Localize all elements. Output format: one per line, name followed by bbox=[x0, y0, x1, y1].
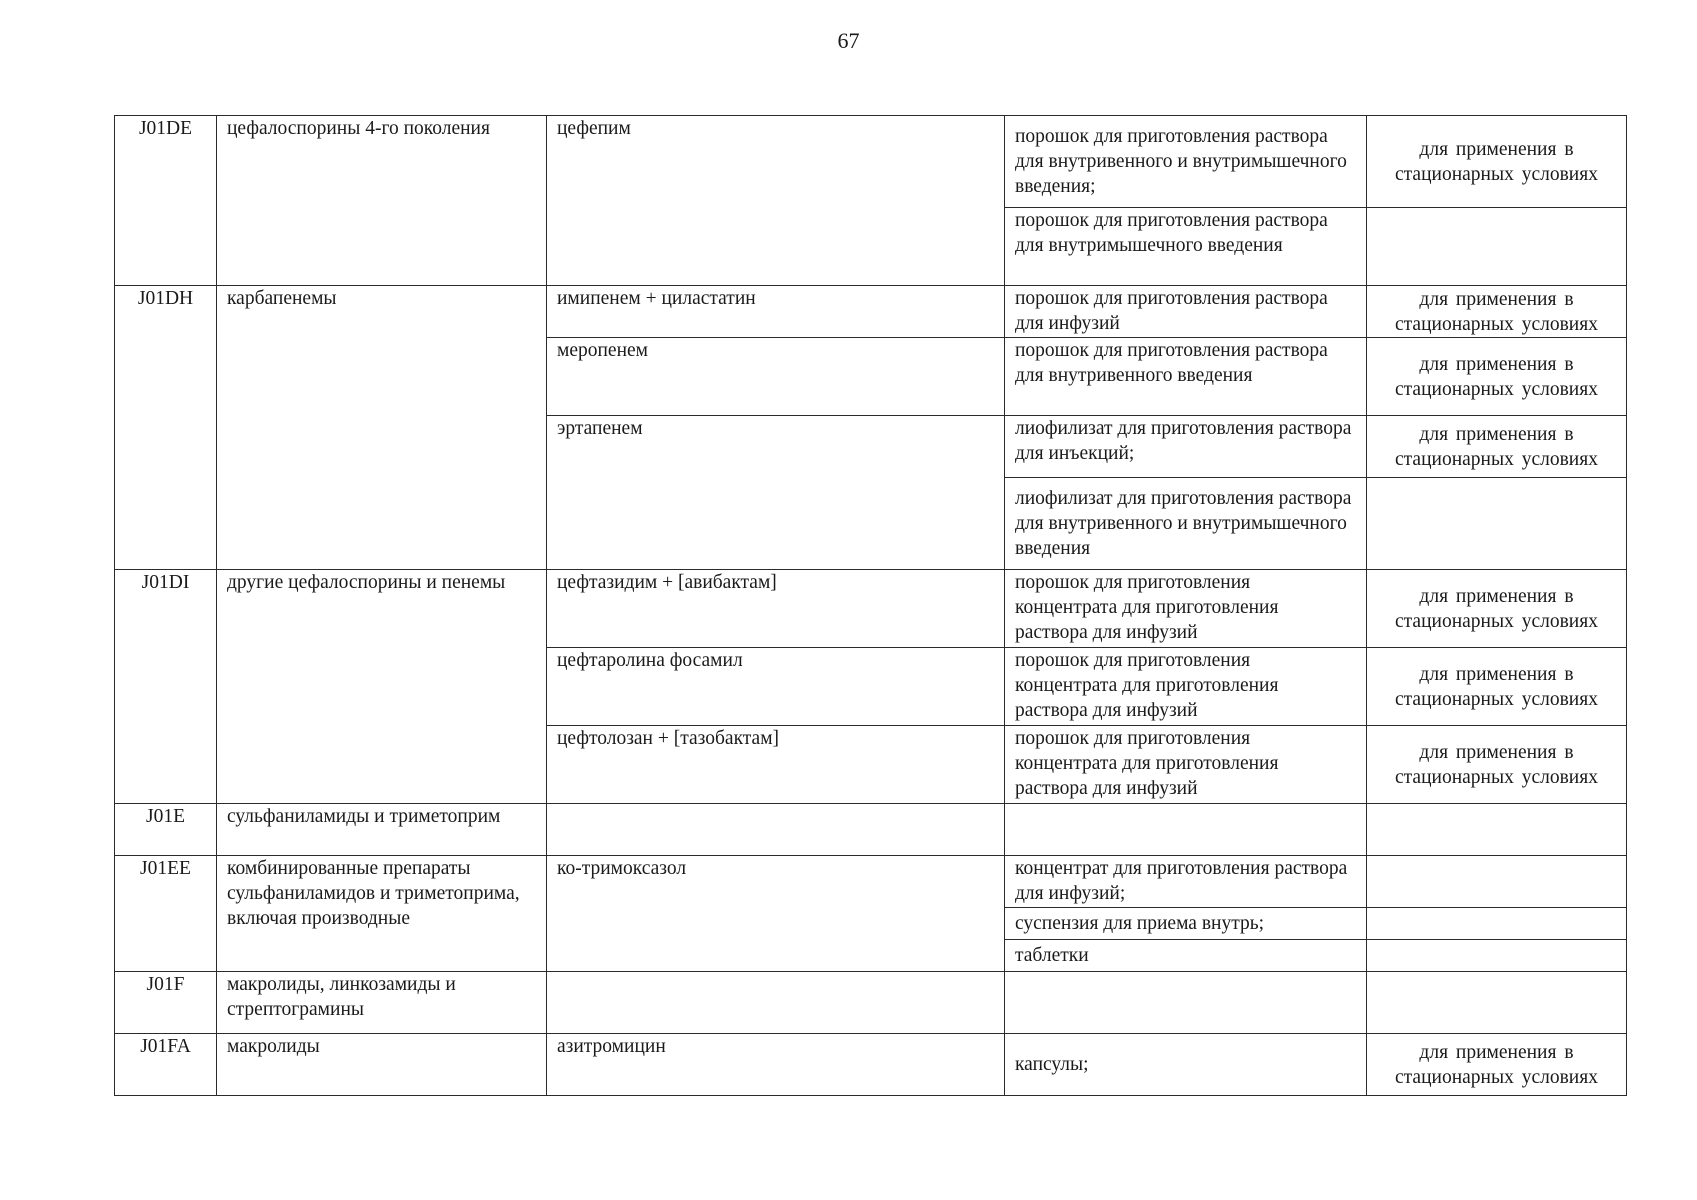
drug-name: эртапенем bbox=[547, 416, 1005, 570]
drug-name bbox=[547, 804, 1005, 856]
usage-condition bbox=[1367, 804, 1627, 856]
dosage-form: суспензия для приема внутрь; bbox=[1005, 908, 1367, 940]
dosage-form bbox=[1005, 804, 1367, 856]
page-number: 67 bbox=[837, 28, 860, 53]
dosage-form: порошок для приготовления раствора для инфузий bbox=[1005, 286, 1367, 338]
dosage-form: лиофилизат для приготовления раствора для инъекций; bbox=[1005, 416, 1367, 478]
dosage-form: порошок для приготовления раствора для внутримышечного введения bbox=[1005, 208, 1367, 286]
atc-group: цефалоспорины 4-го поколения bbox=[217, 116, 547, 286]
usage-condition: для применения в стационарных условиях bbox=[1367, 648, 1627, 726]
table-row bbox=[115, 804, 1627, 856]
atc-group: комбинированные препараты сульфаниламидов и триметоприма, включая производные bbox=[217, 856, 547, 972]
usage-condition: для применения в стационарных условиях bbox=[1367, 570, 1627, 648]
dosage-form: концентрат для приготовления раствора для инфузий; bbox=[1005, 856, 1367, 908]
usage-condition: для применения в стационарных условиях bbox=[1367, 416, 1627, 478]
drug-name bbox=[547, 972, 1005, 1034]
table-row bbox=[115, 286, 1627, 338]
table-row bbox=[115, 570, 1627, 648]
usage-condition bbox=[1367, 208, 1627, 286]
usage-condition bbox=[1367, 856, 1627, 908]
dosage-form bbox=[1005, 972, 1367, 1034]
usage-condition bbox=[1367, 908, 1627, 940]
drug-name: цефтазидим + [авибактам] bbox=[547, 570, 1005, 648]
dosage-form: лиофилизат для приготовления раствора для внутривенного и внутримышечного введения bbox=[1005, 478, 1367, 570]
atc-group: сульфаниламиды и триметоприм bbox=[217, 804, 547, 856]
dosage-form: порошок для приготовления раствора для внутривенного введения bbox=[1005, 338, 1367, 416]
drug-name: имипенем + циластатин bbox=[547, 286, 1005, 338]
drug-name: цефепим bbox=[547, 116, 1005, 286]
atc-code: J01DH bbox=[115, 286, 217, 570]
atc-group: другие цефалоспорины и пенемы bbox=[217, 570, 547, 804]
drug-name: меропенем bbox=[547, 338, 1005, 416]
usage-condition bbox=[1367, 972, 1627, 1034]
atc-code: J01E bbox=[115, 804, 217, 856]
atc-group: карбапенемы bbox=[217, 286, 547, 570]
atc-code: J01EE bbox=[115, 856, 217, 972]
atc-group: макролиды, линкозамиды и стрептограмины bbox=[217, 972, 547, 1034]
table-row bbox=[115, 972, 1627, 1034]
dosage-form: порошок для приготовления концентрата для приготовления раствора для инфузий bbox=[1005, 726, 1367, 804]
atc-code: J01F bbox=[115, 972, 217, 1034]
dosage-form: таблетки bbox=[1005, 940, 1367, 972]
usage-condition: для применения в стационарных условиях bbox=[1367, 726, 1627, 804]
dosage-form: порошок для приготовления концентрата для приготовления раствора для инфузий bbox=[1005, 648, 1367, 726]
atc-code: J01DE bbox=[115, 116, 217, 286]
usage-condition bbox=[1367, 940, 1627, 972]
usage-condition: для применения в стационарных условиях bbox=[1367, 338, 1627, 416]
atc-group: макролиды bbox=[217, 1034, 547, 1096]
dosage-form: капсулы; bbox=[1005, 1034, 1367, 1096]
drug-table bbox=[114, 115, 1627, 1096]
usage-condition: для применения в стационарных условиях bbox=[1367, 286, 1627, 338]
dosage-form: порошок для приготовления концентрата для приготовления раствора для инфузий bbox=[1005, 570, 1367, 648]
table-row bbox=[115, 856, 1627, 908]
drug-name: азитромицин bbox=[547, 1034, 1005, 1096]
usage-condition: для применения в стационарных условиях bbox=[1367, 116, 1627, 208]
usage-condition bbox=[1367, 478, 1627, 570]
atc-code: J01DI bbox=[115, 570, 217, 804]
table-row bbox=[115, 116, 1627, 208]
dosage-form: порошок для приготовления раствора для внутривенного и внутримышечного введения; bbox=[1005, 116, 1367, 208]
drug-name: цефтаролина фосамил bbox=[547, 648, 1005, 726]
table-row bbox=[115, 1034, 1627, 1096]
drug-name: ко-тримоксазол bbox=[547, 856, 1005, 972]
usage-condition: для применения в стационарных условиях bbox=[1367, 1034, 1627, 1096]
drug-name: цефтолозан + [тазобактам] bbox=[547, 726, 1005, 804]
atc-code: J01FA bbox=[115, 1034, 217, 1096]
